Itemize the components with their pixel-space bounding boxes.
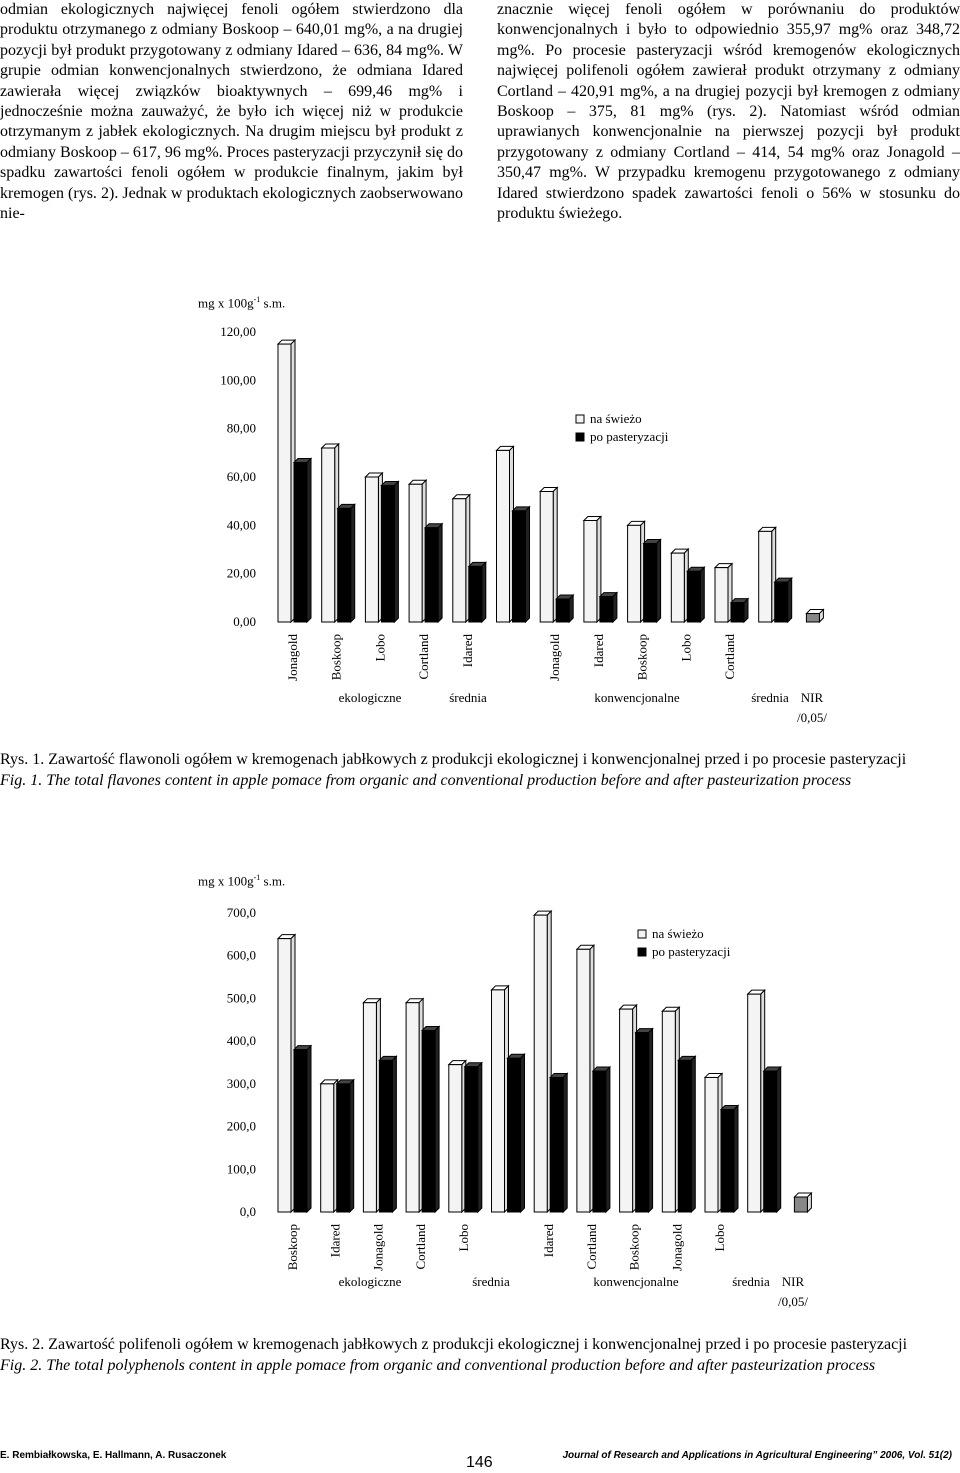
bar-nir-side xyxy=(807,1193,811,1212)
bar-fresh xyxy=(759,531,772,622)
chart-polyphenols xyxy=(0,868,960,1336)
bar-fresh xyxy=(406,1003,419,1212)
bar-pasteurized-side xyxy=(657,539,661,622)
y-tick-label: 700,0 xyxy=(226,905,256,920)
caption-1-en: Fig. 1. The total flavones content in apple pomace from organic and conventional production before and after pasteurization process xyxy=(0,772,852,789)
text-column-right xyxy=(497,0,960,224)
bar-pasteurized xyxy=(731,603,744,622)
paragraph-right: znacznie więcej fenoli ogółem w porównaniu do produktów konwencjonalnych i było to odpowiednio 355,97 mg% oraz 348,72 mg%. Po procesie pasteryzacji wśród kremogenów ekologicznych najwięcej polifenoli ogółem zawierał produkt otrzymany z odmiany Cortland – 420,91 mg%, a na drugiej pozycji był kremogen z odmiany Boskoop – 375, 81 mg% (rys. 2). Natomiast wśród odmian uprawianych konwencjonalnie na pierwszej pozycji był produkt przygotowany z odmiany Cortland – 414, 54 mg% oraz Jonagold – 350,47 mg%. W przypadku kremogenu przygotowanego z odmiany Idared stwierdzono spadek zawartości fenoli o 56% w stosunku do produktu świeżego. xyxy=(497,1,960,223)
bar-fresh xyxy=(365,477,378,622)
legend-swatch-pasteurized xyxy=(638,948,646,956)
group-label-mean: średnia xyxy=(751,690,789,705)
bar-fresh xyxy=(492,990,505,1212)
category-label: Lobo xyxy=(712,1224,727,1252)
category-label: Lobo xyxy=(372,634,388,662)
category-label: Idared xyxy=(590,634,606,668)
bar-fresh xyxy=(628,525,641,622)
bar-pasteurized xyxy=(764,1071,777,1212)
bar-fresh xyxy=(540,492,553,623)
bar-pasteurized xyxy=(338,508,351,622)
category-label: Cortland xyxy=(583,1224,599,1270)
bar-pasteurized xyxy=(644,543,657,622)
bar-pasteurized xyxy=(469,566,482,622)
bar-fresh xyxy=(705,1077,718,1212)
y-tick-label: 300,0 xyxy=(226,1075,256,1091)
bar-pasteurized xyxy=(721,1109,734,1212)
bar-fresh xyxy=(662,1011,675,1212)
bar-nir xyxy=(794,1197,807,1212)
legend-swatch-pasteurized xyxy=(576,433,584,441)
bar-pasteurized xyxy=(465,1067,478,1212)
y-axis-label: mg x $100g^{-1}$ s.m. xyxy=(198,295,286,311)
chart-flavones xyxy=(0,292,960,732)
bar-pasteurized xyxy=(593,1071,606,1212)
category-label: Idared xyxy=(327,1224,343,1258)
category-label: Jonagold xyxy=(370,1224,386,1271)
bar-pasteurized-side xyxy=(788,578,792,622)
bar-pasteurized-side xyxy=(606,1067,610,1212)
y-tick-label: 60,00 xyxy=(226,469,256,484)
bar-pasteurized xyxy=(294,463,307,623)
bar-pasteurized xyxy=(425,528,438,622)
bar-pasteurized xyxy=(636,1033,649,1212)
bar-pasteurized-side xyxy=(777,1067,781,1212)
bar-pasteurized-side xyxy=(569,595,573,622)
y-tick-label: 100,0 xyxy=(226,1161,256,1177)
bar-pasteurized-side xyxy=(691,1056,695,1212)
footer-journal: Journal of Research and Applications in Agricultural Engineering” 2006, Vol. 51(2) xyxy=(562,1450,952,1461)
bar-fresh xyxy=(453,499,466,622)
bar-fresh xyxy=(321,1084,334,1212)
bar-fresh xyxy=(278,344,291,622)
figure-caption-1 xyxy=(0,749,960,791)
page-number: 146 xyxy=(466,1454,493,1471)
category-label: Boskoop xyxy=(626,1224,642,1271)
y-tick-label: 200,0 xyxy=(226,1118,256,1134)
category-label: Jonagold xyxy=(547,634,563,681)
chart-polyphenols-plot xyxy=(0,868,960,1336)
category-label: Jonagold xyxy=(669,1224,685,1271)
bar-fresh xyxy=(620,1009,633,1212)
legend-swatch-fresh xyxy=(576,415,584,423)
bar-fresh xyxy=(715,568,728,622)
legend-swatch-fresh xyxy=(638,930,646,938)
bar-pasteurized-side xyxy=(521,1054,525,1212)
bar-pasteurized-side xyxy=(734,1105,738,1212)
paragraph-left: odmian ekologicznych najwięcej fenoli ogółem stwierdzono dla produktu otrzymanego z odmiany Boskoop – 640,01 mg%, a na drugiej pozycji był produkt przygotowany z odmiany Idared – 636, 84 mg%. W grupie odmian konwencjonalnych stwierdzono, że odmiana Idared zawierała więcej związków bioaktywnych – 699,46 mg% i jednocześnie można zauważyć, że było ich więcej niż w produkcie otrzymanym z jabłek ekologicznych. Na drugim miejscu był produkt z odmiany Boskoop – 617, 96 mg%. Proces pasteryzacji przyczynił się do spadku zawartości fenoli ogółem w produkcie finalnym, jakim był kremogen (rys. 2). Jednak w produktach ekologicznych zaobserwowano nie- xyxy=(0,1,464,223)
legend-label-fresh: na świeżo xyxy=(590,411,642,426)
bar-pasteurized xyxy=(508,1058,521,1212)
category-label: Boskoop xyxy=(328,634,344,681)
bar-pasteurized-side xyxy=(307,459,311,623)
bar-fresh xyxy=(671,553,684,622)
bar-pasteurized-side xyxy=(563,1073,567,1212)
bar-pasteurized xyxy=(550,1077,563,1212)
bar-pasteurized xyxy=(422,1030,435,1212)
category-label: Lobo xyxy=(455,1224,471,1252)
bar-fresh xyxy=(409,484,422,622)
bar-pasteurized xyxy=(775,582,788,622)
bar-pasteurized-side xyxy=(478,1063,482,1212)
bar-fresh xyxy=(322,448,335,622)
caption-2-pl: Rys. 2. Zawartość polifenoli ogółem w kremogenach jabłkowych z produkcji ekologicznej i konwencjonalnej przed i po procesie pasteryzacji xyxy=(0,1336,908,1353)
category-label: Jonagold xyxy=(285,634,300,681)
bar-pasteurized-side xyxy=(392,1056,396,1212)
y-tick-label: 400,0 xyxy=(226,1033,256,1049)
category-label: Cortland xyxy=(416,634,432,680)
group-label-mean: średnia xyxy=(732,1274,770,1289)
category-label: Idared xyxy=(541,1224,557,1258)
bar-fresh xyxy=(584,521,597,623)
y-tick-label: 40,00 xyxy=(226,517,256,533)
bar-pasteurized xyxy=(556,599,569,622)
bar-pasteurized xyxy=(678,1060,691,1212)
bar-pasteurized-side xyxy=(482,562,486,622)
group-label-nir-alpha: /0,05/ xyxy=(797,710,827,725)
bar-pasteurized xyxy=(337,1084,350,1212)
y-tick-label: 20,00 xyxy=(226,565,256,581)
category-label: Boskoop xyxy=(634,634,650,681)
bar-pasteurized-side xyxy=(307,1046,311,1212)
chart-flavones-plot xyxy=(0,292,960,732)
legend-label-pasteurized: po pasteryzacji xyxy=(652,944,731,959)
bar-pasteurized xyxy=(294,1050,307,1212)
caption-1-pl: Rys. 1. Zawartość flawonoli ogółem w kremogenach jabłkowych z produkcji ekologicznej i konwencjonalnej przed i po procesie pasteryzacji xyxy=(0,751,907,768)
bar-pasteurized xyxy=(687,571,700,622)
legend-label-fresh: na świeżo xyxy=(652,926,704,941)
group-label-nir: NIR xyxy=(781,1274,805,1289)
footer-authors: E. Rembiałkowska, E. Hallmann, A. Rusaczonek xyxy=(0,1450,227,1461)
text-column-left xyxy=(0,0,463,224)
bar-fresh xyxy=(497,450,510,622)
y-tick-label: 0,0 xyxy=(239,1204,256,1219)
group-label-mean: średnia xyxy=(472,1274,510,1289)
bar-fresh xyxy=(449,1065,462,1212)
bar-fresh xyxy=(278,939,291,1212)
group-label-conventional: konwencjonalne xyxy=(594,690,680,705)
y-tick-label: 100,00 xyxy=(220,372,256,388)
legend-label-pasteurized: po pasteryzacji xyxy=(590,429,669,444)
y-tick-label: 0,00 xyxy=(233,614,256,629)
category-label: Lobo xyxy=(678,634,694,662)
bar-pasteurized-side xyxy=(649,1029,653,1212)
bar-pasteurized xyxy=(381,485,394,622)
figure-caption-2 xyxy=(0,1334,960,1376)
bar-fresh xyxy=(577,949,590,1212)
group-label-conventional: konwencjonalne xyxy=(593,1274,679,1289)
group-label-mean: średnia xyxy=(449,690,487,705)
group-label-nir: NIR xyxy=(800,690,824,705)
bar-pasteurized-side xyxy=(744,599,748,622)
bar-pasteurized xyxy=(513,511,526,622)
bar-pasteurized-side xyxy=(438,524,442,622)
category-label: Idared xyxy=(459,634,475,668)
y-tick-label: 600,0 xyxy=(226,947,256,963)
group-label-organic: ekologiczne xyxy=(338,690,402,705)
y-tick-label: 120,00 xyxy=(220,324,256,339)
category-label: Cortland xyxy=(413,1224,429,1270)
bar-pasteurized-side xyxy=(700,567,704,622)
bar-pasteurized-side xyxy=(350,1080,354,1212)
bar-nir xyxy=(806,614,819,622)
bar-pasteurized-side xyxy=(526,507,530,622)
bar-fresh xyxy=(363,1003,376,1212)
category-label: Cortland xyxy=(722,634,737,680)
bar-pasteurized-side xyxy=(435,1026,439,1212)
bar-pasteurized-side xyxy=(351,504,355,622)
group-label-nir-alpha: /0,05/ xyxy=(778,1294,808,1309)
y-axis-label: mg x $100g^{-1}$ s.m. xyxy=(198,873,286,889)
bar-pasteurized xyxy=(600,597,613,622)
bar-pasteurized-side xyxy=(613,593,617,622)
bar-pasteurized xyxy=(379,1060,392,1212)
category-label: Boskoop xyxy=(285,1224,300,1271)
y-tick-label: 500,0 xyxy=(226,990,256,1006)
caption-2-en: Fig. 2. The total polyphenols content in apple pomace from organic and conventional production before and after pasteurization process xyxy=(0,1357,876,1374)
bar-fresh xyxy=(534,915,547,1212)
y-tick-label: 80,00 xyxy=(226,420,256,436)
bar-pasteurized-side xyxy=(394,481,398,622)
group-label-organic: ekologiczne xyxy=(338,1274,402,1289)
bar-fresh xyxy=(748,994,761,1212)
